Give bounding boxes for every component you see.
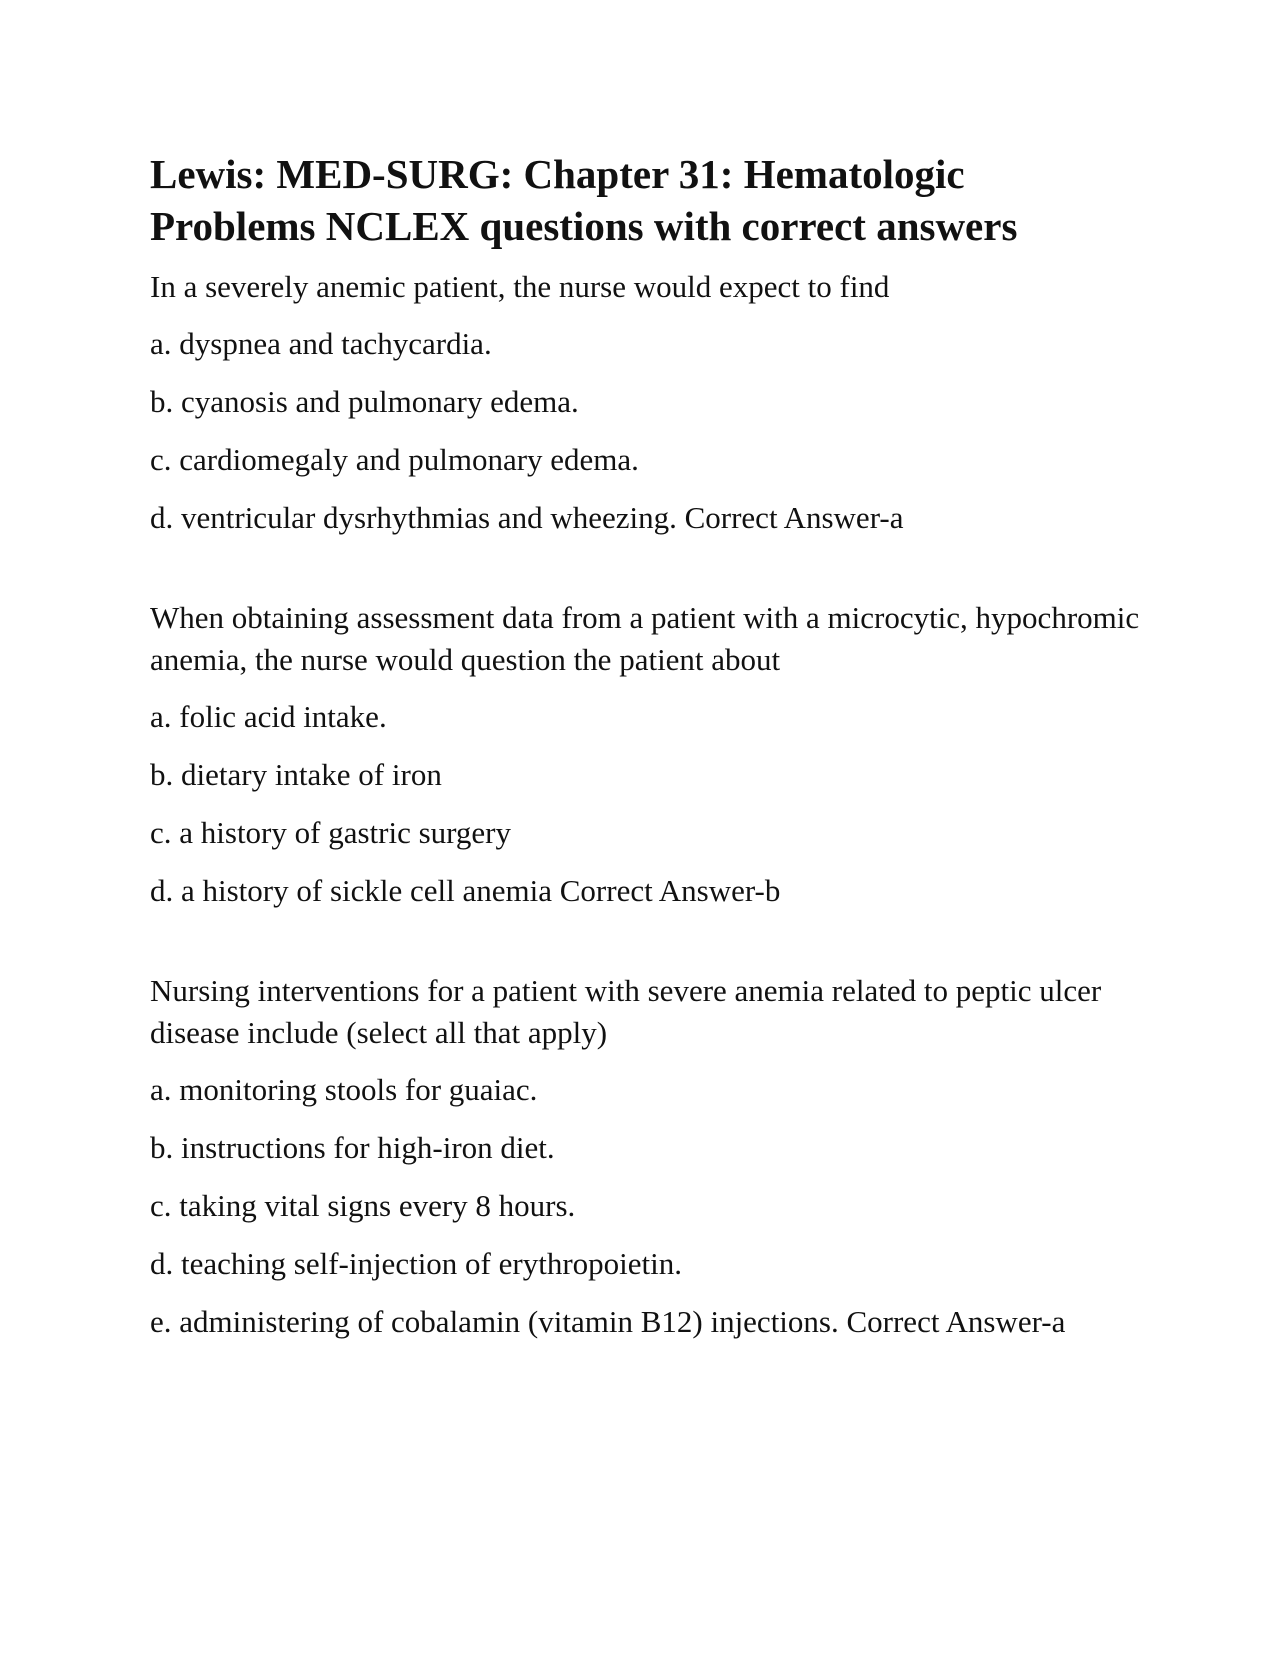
answer-option: d. a history of sickle cell anemia Correct Answer-b xyxy=(150,873,781,908)
document-title: Lewis: MED-SURG: Chapter 31: Hematologic Problems NCLEX questions with correct answers xyxy=(150,151,1018,249)
answer-option: d. ventricular dysrhythmias and wheezing. Correct Answer-a xyxy=(150,500,904,535)
answer-option: b. dietary intake of iron xyxy=(150,757,442,792)
question-stem: When obtaining assessment data from a patient with a microcytic, hypochromic anemia, the nurse would question the patient about xyxy=(150,600,1140,677)
answer-option: c. taking vital signs every 8 hours. xyxy=(150,1188,576,1223)
answer-option: d. teaching self-injection of erythropoietin. xyxy=(150,1246,682,1281)
answer-option: b. cyanosis and pulmonary edema. xyxy=(150,384,579,419)
document-page xyxy=(150,148,1140,1343)
question-stem: In a severely anemic patient, the nurse would expect to find xyxy=(150,269,890,304)
question-1 xyxy=(150,266,1140,539)
answer-option: b. instructions for high-iron diet. xyxy=(150,1130,555,1165)
answer-option: e. administering of cobalamin (vitamin B12) injections. Correct Answer-a xyxy=(150,1304,1066,1339)
answer-option: a. dyspnea and tachycardia. xyxy=(150,326,492,361)
answer-option: a. monitoring stools for guaiac. xyxy=(150,1072,538,1107)
answer-option: c. a history of gastric surgery xyxy=(150,815,511,850)
question-stem: Nursing interventions for a patient with severe anemia related to peptic ulcer disease include (select all that apply) xyxy=(150,973,1102,1050)
answer-option: a. folic acid intake. xyxy=(150,699,387,734)
answer-option: c. cardiomegaly and pulmonary edema. xyxy=(150,442,639,477)
question-2 xyxy=(150,597,1140,912)
question-3 xyxy=(150,970,1140,1343)
